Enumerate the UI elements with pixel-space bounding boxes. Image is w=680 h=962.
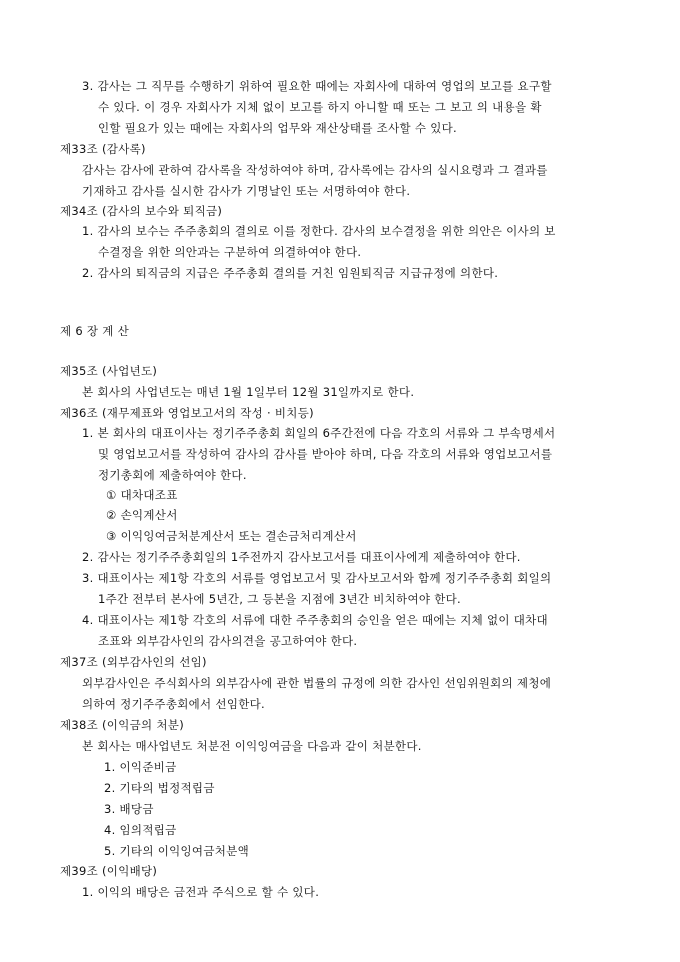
article-36-item3-line2: 1주간 전부터 본사에 5년간, 그 등본을 지점에 3년간 비치하여야 한다. xyxy=(98,592,461,606)
article-33-body-line2: 기재하고 감사를 실시한 감사가 기명날인 또는 서명하여야 한다. xyxy=(82,184,411,198)
article-34-item1-line1: 1. 감사의 보수는 주주총회의 결의로 이를 정한다. 감사의 보수결정을 위한 의안은 이사의 보 xyxy=(82,224,556,238)
article-36-item4-line1: 4. 대표이사는 제1항 각호의 서류에 대한 주주총회의 승인을 얻은 때에는 지체 없이 대차대 xyxy=(82,613,548,627)
clause-33-3-line1: 3. 감사는 그 직무를 수행하기 위하여 필요한 때에는 자회사에 대하여 영업의 보고를 요구할 xyxy=(82,79,552,93)
article-36-item2: 2. 감사는 정기주주총회일의 1주전까지 감사보고서를 대표이사에게 제출하여야 한다. xyxy=(82,550,521,564)
clause-33-3-line3: 인할 필요가 있는 때에는 자회사의 업무와 재산상태를 조사할 수 있다. xyxy=(98,121,458,135)
article-38-heading: 제38조 (이익금의 처분) xyxy=(60,718,184,732)
article-35-body: 본 회사의 사업년도는 매년 1월 1일부터 12월 31일까지로 한다. xyxy=(82,385,415,399)
article-37-body-line2: 의하여 정기주주총회에서 선임한다. xyxy=(82,697,265,711)
article-36-subitem2: ② 손익계산서 xyxy=(106,508,178,522)
article-38-body: 본 회사는 매사업년도 처분전 이익잉여금을 다음과 같이 처분한다. xyxy=(82,739,422,753)
article-38-list-item3: 3. 배당금 xyxy=(104,802,154,816)
article-34-item2: 2. 감사의 퇴직금의 지급은 주주총회 결의를 거친 임원퇴직금 지급규정에 의한다. xyxy=(82,266,499,280)
article-38-list-item5: 5. 기타의 이익잉여금처분액 xyxy=(104,844,249,858)
article-36-item4-line2: 조표와 외부감사인의 감사의견을 공고하여야 한다. xyxy=(98,634,358,648)
article-34-heading: 제34조 (감사의 보수와 퇴직금) xyxy=(60,204,223,218)
article-38-list-item2: 2. 기타의 법정적립금 xyxy=(104,781,215,795)
article-36-subitem1: ① 대차대조표 xyxy=(106,488,178,502)
article-36-item1-line3: 정기총회에 제출하여야 한다. xyxy=(98,468,247,482)
article-37-body-line1: 외부감사인은 주식회사의 외부감사에 관한 법률의 규정에 의한 감사인 선임위원회의 제청에 xyxy=(82,676,552,690)
article-36-item3-line1: 3. 대표이사는 제1항 각호의 서류를 영업보고서 및 감사보고서와 함께 정기주주총회 회일의 xyxy=(82,571,552,585)
article-37-heading: 제37조 (외부감사인의 선임) xyxy=(60,655,207,669)
article-34-item1-line2: 수결정을 위한 의안과는 구분하여 의결하여야 한다. xyxy=(98,245,362,259)
article-36-heading: 제36조 (재무제표와 영업보고서의 작성 · 비치등) xyxy=(60,406,314,420)
article-33-heading: 제33조 (감사록) xyxy=(60,142,146,156)
article-38-list-item4: 4. 임의적립금 xyxy=(104,823,177,837)
article-33-body-line1: 감사는 감사에 관하여 감사록을 작성하여야 하며, 감사록에는 감사의 실시요령과 그 결과를 xyxy=(82,163,548,177)
article-36-item1-line2: 및 영업보고서를 작성하여 감사의 감사를 받아야 하며, 다음 각호의 서류와 영업보고서를 xyxy=(98,447,553,461)
article-38-list-item1: 1. 이익준비금 xyxy=(104,760,177,774)
clause-33-3-line2: 수 있다. 이 경우 자회사가 지체 없이 보고를 하지 아니할 때 또는 그 보고 의 내용을 확 xyxy=(98,100,542,114)
article-39-item1: 1. 이익의 배당은 금전과 주식으로 할 수 있다. xyxy=(82,885,320,899)
article-39-heading: 제39조 (이익배당) xyxy=(60,864,158,878)
article-35-heading: 제35조 (사업년도) xyxy=(60,364,158,378)
chapter-6-heading: 제 6 장 계 산 xyxy=(60,324,130,338)
article-36-subitem3: ③ 이익잉여금처분계산서 또는 결손금처리계산서 xyxy=(106,529,357,543)
article-36-item1-line1: 1. 본 회사의 대표이사는 정기주주총회 회일의 6주간전에 다음 각호의 서류와 그 부속명세서 xyxy=(82,426,556,440)
